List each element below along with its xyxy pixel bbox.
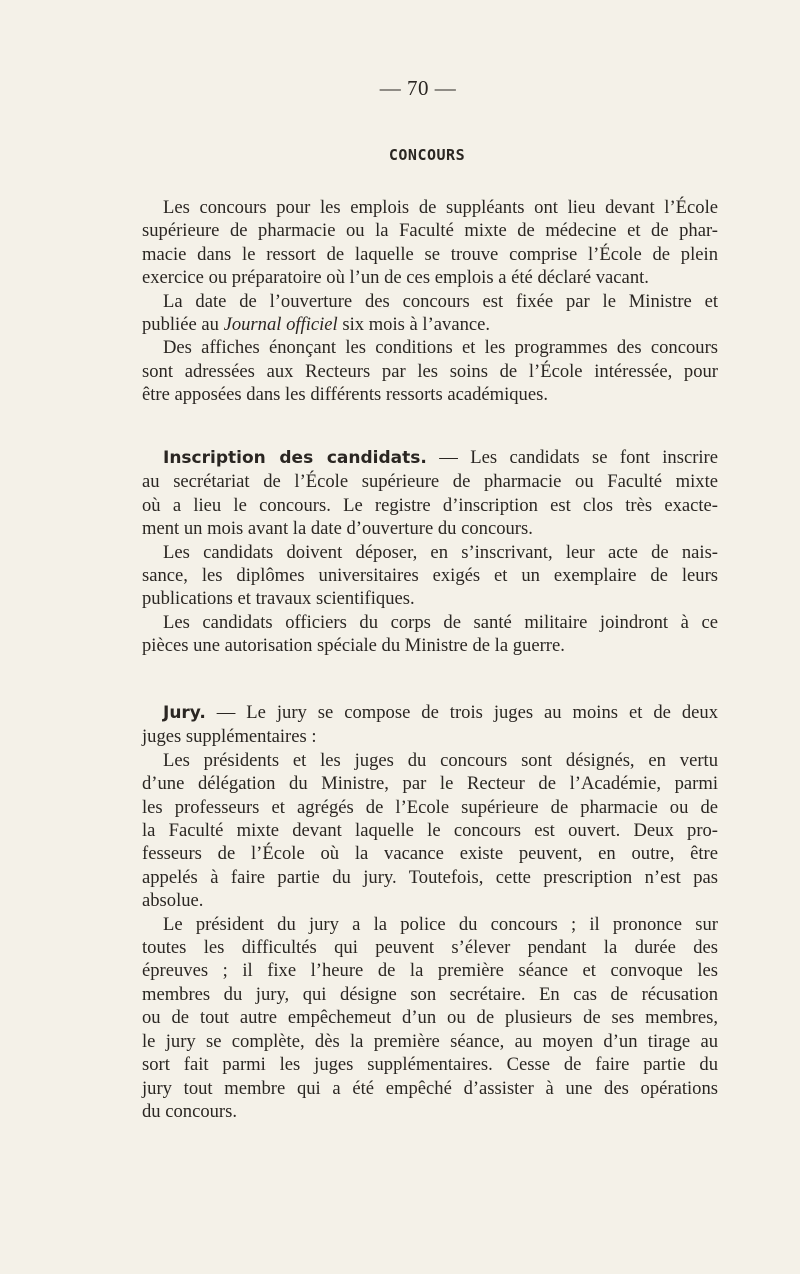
text-segment: — Les candidats se font inscrire <box>426 447 718 468</box>
text-line: sort fait parmi les juges supplémentaires. Cesse de faire partie du <box>142 1054 718 1076</box>
text-line: ment un mois avant la date d’ouverture du concours. <box>142 518 533 540</box>
text-line: épreuves ; il fixe l’heure de la première séance et convoque les <box>142 960 718 982</box>
page-number: — 70 — <box>379 76 457 100</box>
paragraph <box>142 290 718 337</box>
paragraph <box>142 336 718 406</box>
text-line: La date de l’ouverture des concours est fixée par le Ministre et <box>163 290 718 312</box>
text-line: supérieure de pharmacie ou la Faculté mixte de médecine et de phar- <box>142 220 718 242</box>
text-line: toutes les difficultés qui peuvent s’élever pendant la durée des <box>142 937 718 959</box>
text-line: Le président du jury a la police du concours ; il prononce sur <box>163 913 718 935</box>
text-line: Les candidats officiers du corps de santé militaire joindront à ce <box>163 611 718 633</box>
text-line: macie dans le ressort de laquelle se trouve comprise l’École de plein <box>142 243 718 265</box>
text-line: ou de tout autre empêchemeut d’un ou de plusieurs de ses membres, <box>142 1007 718 1029</box>
section-concours <box>142 196 718 407</box>
text-line: exercice ou préparatoire où l’un de ces emplois a été déclaré vacant. <box>142 267 649 289</box>
text-line: les professeurs et agrégés de l’Ecole supérieure de pharmacie ou de <box>142 796 718 818</box>
text-line: d’une délégation du Ministre, par le Recteur de l’Académie, parmi <box>142 773 718 795</box>
text-line <box>142 313 718 336</box>
text-line: où a lieu le concours. Le registre d’inscription est clos très exacte- <box>142 494 718 516</box>
paragraph <box>142 446 718 541</box>
text-line: publications et travaux scientifiques. <box>142 588 415 610</box>
journal-title: Journal officiel <box>223 314 338 336</box>
section-heading: Jury. <box>163 703 206 723</box>
paragraph <box>142 541 718 611</box>
text-line: être apposées dans les différents ressorts académiques. <box>142 384 548 406</box>
text-line: pièces une autorisation spéciale du Ministre de la guerre. <box>142 635 565 657</box>
text-line: juges supplémentaires : <box>142 726 317 748</box>
paragraph <box>142 611 718 658</box>
text-line: membres du jury, qui désigne son secrétaire. En cas de récusation <box>142 983 718 1005</box>
paragraph <box>142 196 718 290</box>
text-line: la Faculté mixte devant laquelle le concours est ouvert. Deux pro- <box>142 820 718 842</box>
text-line: jury tout membre qui a été empêché d’assister à une des opérations <box>142 1077 718 1099</box>
text-segment: publiée au <box>142 314 224 336</box>
text-segment: six mois à l’avance. <box>337 314 491 336</box>
text-segment: — Le jury se compose de trois juges au moins et de deux <box>205 702 718 723</box>
text-line: absolue. <box>142 890 204 912</box>
text-line: au secrétariat de l’École supérieure de pharmacie ou Faculté mixte <box>142 471 718 493</box>
text-line: Les concours pour les emplois de suppléants ont lieu devant l’École <box>163 197 718 218</box>
paragraph <box>142 701 718 749</box>
text-line: le jury se complète, dès la première séance, au moyen d’un tirage au <box>142 1030 718 1052</box>
section-jury <box>142 701 718 1123</box>
paragraph <box>142 913 718 1124</box>
text-line: sance, les diplômes universitaires exigés et un exemplaire de leurs <box>142 565 718 587</box>
text-line: Les candidats doivent déposer, en s’inscrivant, leur acte de nais- <box>163 541 718 563</box>
text-line: Les présidents et les juges du concours sont désignés, en vertu <box>163 749 718 771</box>
text-line: appelés à faire partie du jury. Toutefois, cette prescription n’est pas <box>142 866 718 888</box>
text-line: sont adressées aux Recteurs par les soins de l’École intéressée, pour <box>142 360 718 382</box>
section-heading: Inscription des candidats. <box>163 448 427 468</box>
text-line <box>142 701 718 725</box>
text-line: Des affiches énonçant les conditions et les programmes des concours <box>163 337 718 359</box>
text-line <box>142 446 718 470</box>
text-line: du concours. <box>142 1100 238 1122</box>
text-line: fesseurs de l’École où la vacance existe peuvent, en outre, être <box>142 843 718 865</box>
page-title: CONCOURS <box>388 146 466 164</box>
section-inscription <box>142 446 718 658</box>
paragraph <box>142 749 718 913</box>
